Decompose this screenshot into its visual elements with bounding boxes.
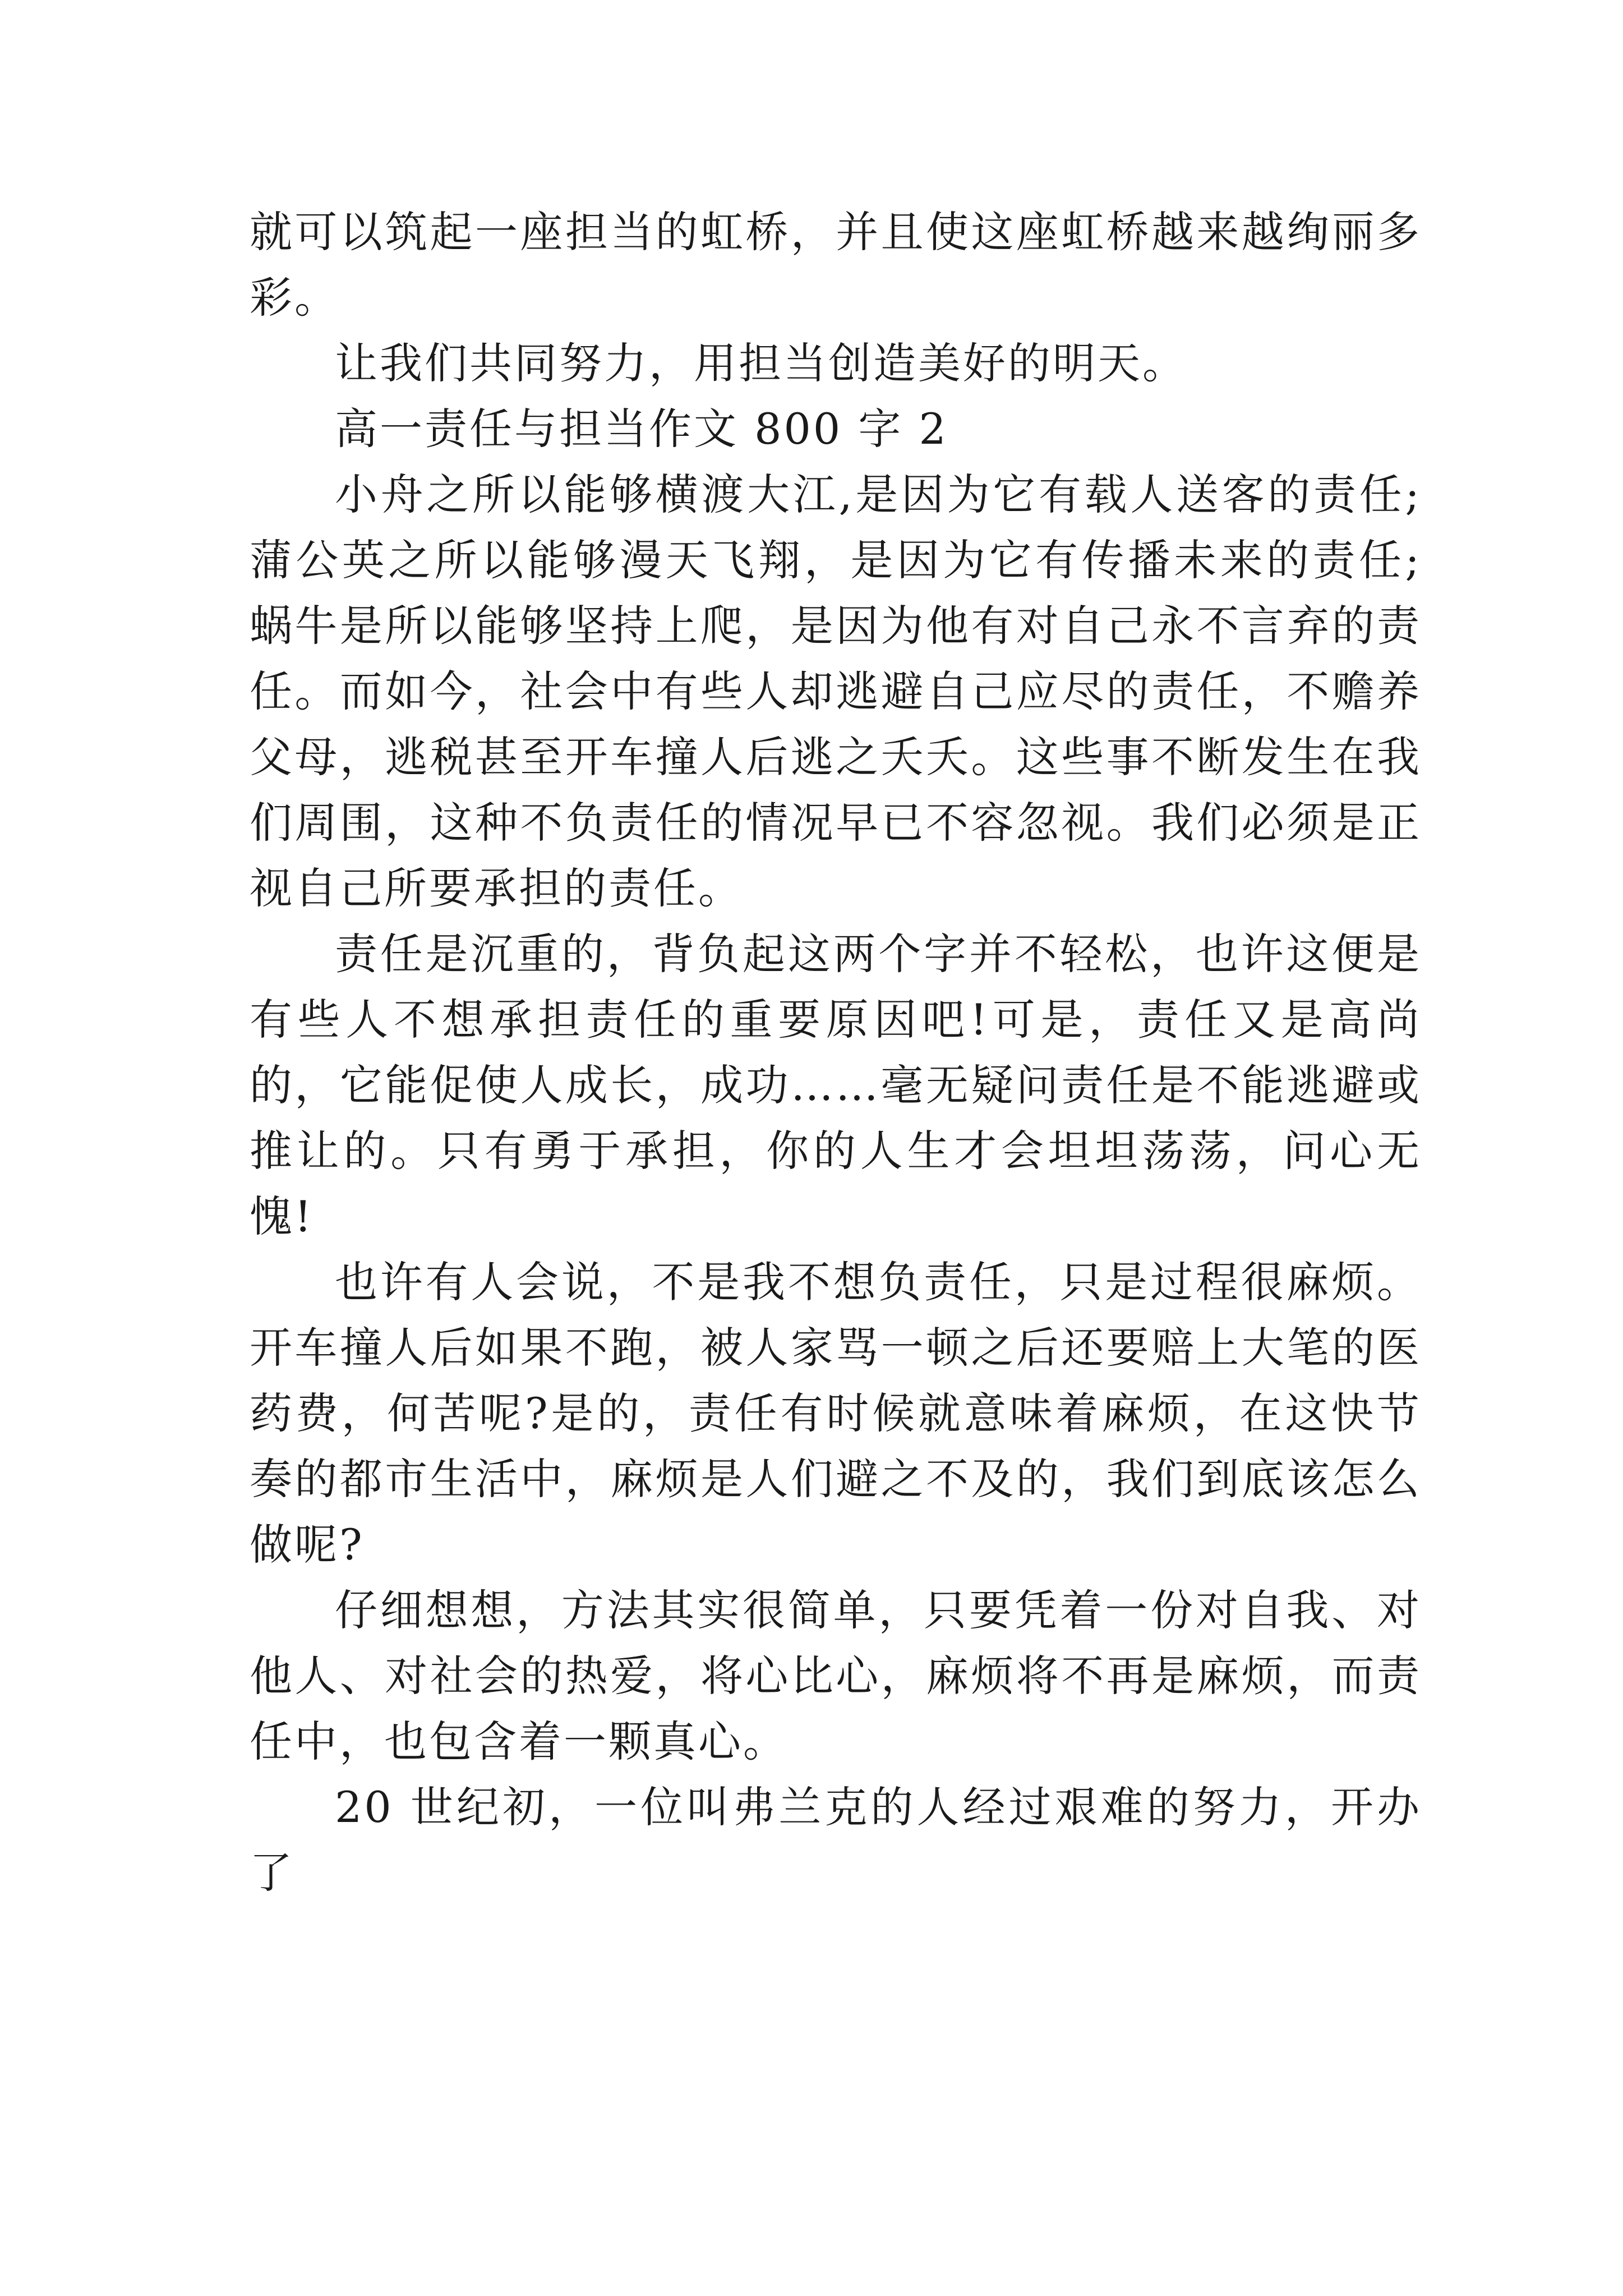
paragraph: 仔细想想，方法其实很简单，只要凭着一份对自我、对他人、对社会的热爱，将心比心，麻烦将不再是麻烦，而责任中，也包含着一颗真心。 xyxy=(250,1585,1422,1766)
paragraph: 责任是沉重的，背负起这两个字并不轻松，也许这便是有些人不想承担责任的重要原因吧!可是，责任又是高尚的，它能促使人成长，成功……毫无疑问责任是不能逃避或推让的。只有勇于承担，你的人生才会坦坦荡荡，问心无愧! xyxy=(250,929,1422,1241)
essay-title: 高一责任与担当作文 800 字 2 xyxy=(335,404,948,454)
paragraph: 小舟之所以能够横渡大江,是因为它有载人送客的责任;蒲公英之所以能够漫天飞翔，是因为它有传播未来的责任;蜗牛是所以能够坚持上爬，是因为他有对自己永不言弃的责任。而如今，社会中有些人却逃避自己应尽的责任，不赡养父母，逃税甚至开车撞人后逃之夭夭。这些事不断发生在我们周围，这种不负责任的情况早已不容忽视。我们必须是正视自己所要承担的责任。 xyxy=(250,470,1422,913)
paragraph: 也许有人会说，不是我不想负责任，只是过程很麻烦。开车撞人后如果不跑，被人家骂一顿之后还要赔上大笔的医药费，何苦呢?是的，责任有时候就意味着麻烦，在这快节奏的都市生活中，麻烦是人们避之不及的，我们到底该怎么做呢? xyxy=(250,1257,1422,1570)
paragraph-continuation: 就可以筑起一座担当的虹桥，并且使这座虹桥越来越绚丽多彩。 xyxy=(250,207,1422,323)
paragraph-closing: 让我们共同努力，用担当创造美好的明天。 xyxy=(335,338,1187,388)
essay-body xyxy=(250,199,1422,1906)
paragraph: 20 世纪初，一位叫弗兰克的人经过艰难的努力，开办了 xyxy=(250,1782,1422,1898)
